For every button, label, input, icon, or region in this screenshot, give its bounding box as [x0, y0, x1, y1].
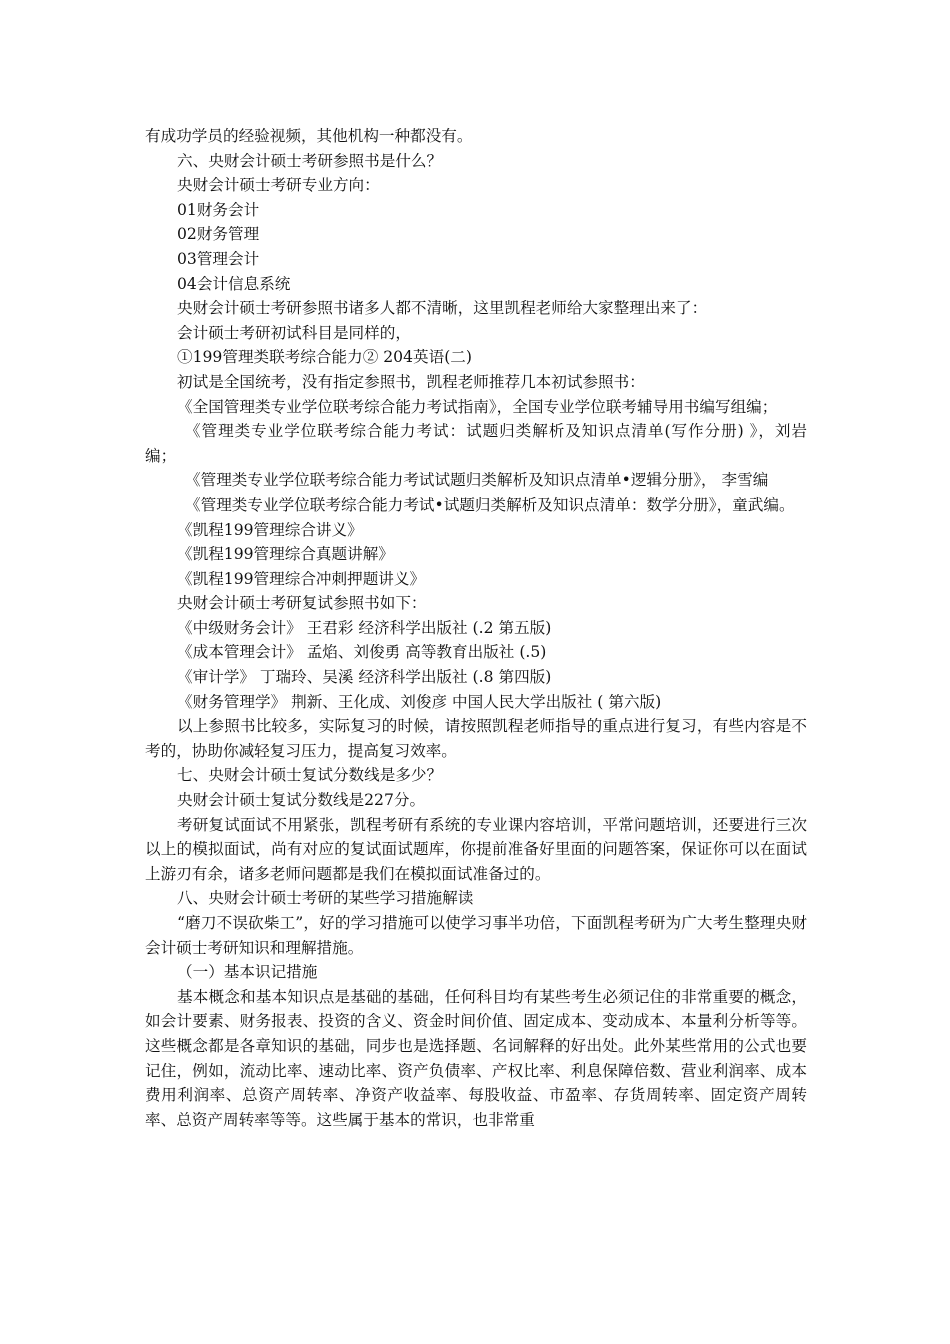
paragraph-study-methods: “磨刀不误砍柴工”，好的学习措施可以使学习事半功倍，下面凯程考研为广大考生整理央财会计硕士考研知识和理解措施。 — [145, 914, 807, 957]
book-item-auditing: 《审计学》 丁瑞玲、吴溪 经济科学出版社 (.8 第四版) — [177, 668, 552, 687]
paragraph-subject-codes: ①199管理类联考综合能力② 204英语(二) — [177, 348, 472, 367]
paragraph-major-directions: 央财会计硕士考研专业方向： — [177, 176, 380, 195]
section-heading-7: 七、央财会计硕士复试分数线是多少？ — [177, 766, 443, 785]
paragraph-reference-intro: 央财会计硕士考研参照书诸多人都不清晰，这里凯程老师给大家整理出来了： — [177, 299, 708, 318]
section-heading-6: 六、央财会计硕士考研参照书是什么？ — [177, 151, 443, 170]
book-item-logic: 《管理类专业学位联考综合能力考试试题归类解析及知识点清单•逻辑分册》， 李雪编 — [185, 471, 769, 490]
list-item-direction-01: 01财务会计 — [177, 200, 260, 219]
paragraph-review-advice: 以上参照书比较多，实际复习的时候，请按照凯程老师指导的重点进行复习，有些内容是不考的，协助你减轻复习压力，提高复习效率。 — [145, 717, 807, 760]
paragraph-interview: 考研复试面试不用紧张，凯程考研有系统的专业课内容培训，平常问题培训，还要进行三次以上的模拟面试，尚有对应的复试面试题库，你提前准备好里面的问题答案，保证你可以在面试上游刃有余，诸多老师问题都是我们在模拟面试准备过的。 — [145, 815, 807, 883]
paragraph-basic-concepts: 基本概念和基本知识点是基础的基础，任何科目均有某些考生必须记住的非常重要的概念，如会计要素、财务报表、投资的含义、资金时间价值、固定成本、变动成本、本量利分析等等。这些概念都是各章知识的基础，同步也是选择题、名词解释的好出处。此外某些常用的公式也要记住，例如，流动比率、速动比率、资产负债率、产权比率、利息保障倍数、营业利润率、成本费用利润率、总资产周转率、净资产收益率、每股收益、市盈率、存货周转率、固定资产周转率、总资产周转率等等。这些属于基本的常识，也非常重 — [145, 987, 807, 1129]
paragraph-1: 有成功学员的经验视频，其他机构一种都没有。 — [145, 127, 473, 145]
list-item-direction-04: 04会计信息系统 — [177, 274, 291, 293]
paragraph-initial-exam: 初试是全国统考，没有指定参照书，凯程老师推荐几本初试参照书： — [177, 372, 645, 391]
book-item-guide: 《全国管理类专业学位联考综合能力考试指南》，全国专业学位联考辅导用书编写组编； — [177, 397, 778, 416]
book-item-math: 《管理类专业学位联考综合能力考试•试题归类解析及知识点清单：数学分册》，童武编。 — [185, 495, 795, 514]
paragraph-exam-subjects: 会计硕士考研初试科目是同样的， — [177, 323, 411, 342]
book-item-kaicheng-exam: 《凯程199管理综合真题讲解》 — [177, 545, 394, 564]
paragraph-score-line: 央财会计硕士复试分数线是227分。 — [177, 791, 426, 810]
book-item-kaicheng-lecture: 《凯程199管理综合讲义》 — [177, 520, 363, 539]
book-item-writing: 《管理类专业学位联考综合能力考试：试题归类解析及知识点清单(写作分册) 》，刘岩 编； — [145, 422, 807, 465]
list-item-direction-03: 03管理会计 — [177, 249, 260, 268]
book-item-financial-management: 《财务管理学》 荆新、王化成、刘俊彦 中国人民大学出版社 ( 第六版) — [177, 692, 662, 711]
book-item-intermediate-accounting: 《中级财务会计》 王君彩 经济科学出版社 (.2 第五版) — [177, 618, 552, 637]
paragraph-retest-books: 央财会计硕士考研复试参照书如下： — [177, 594, 427, 613]
subsection-heading-1: （一）基本识记措施 — [177, 963, 318, 982]
section-heading-8: 八、央财会计硕士考研的某些学习措施解读 — [177, 889, 474, 908]
book-item-cost-accounting: 《成本管理会计》 孟焰、刘俊勇 高等教育出版社 (.5) — [177, 643, 547, 662]
book-item-kaicheng-sprint: 《凯程199管理综合冲刺押题讲义》 — [177, 569, 426, 588]
document-body — [145, 124, 807, 1132]
list-item-direction-02: 02财务管理 — [177, 225, 260, 244]
